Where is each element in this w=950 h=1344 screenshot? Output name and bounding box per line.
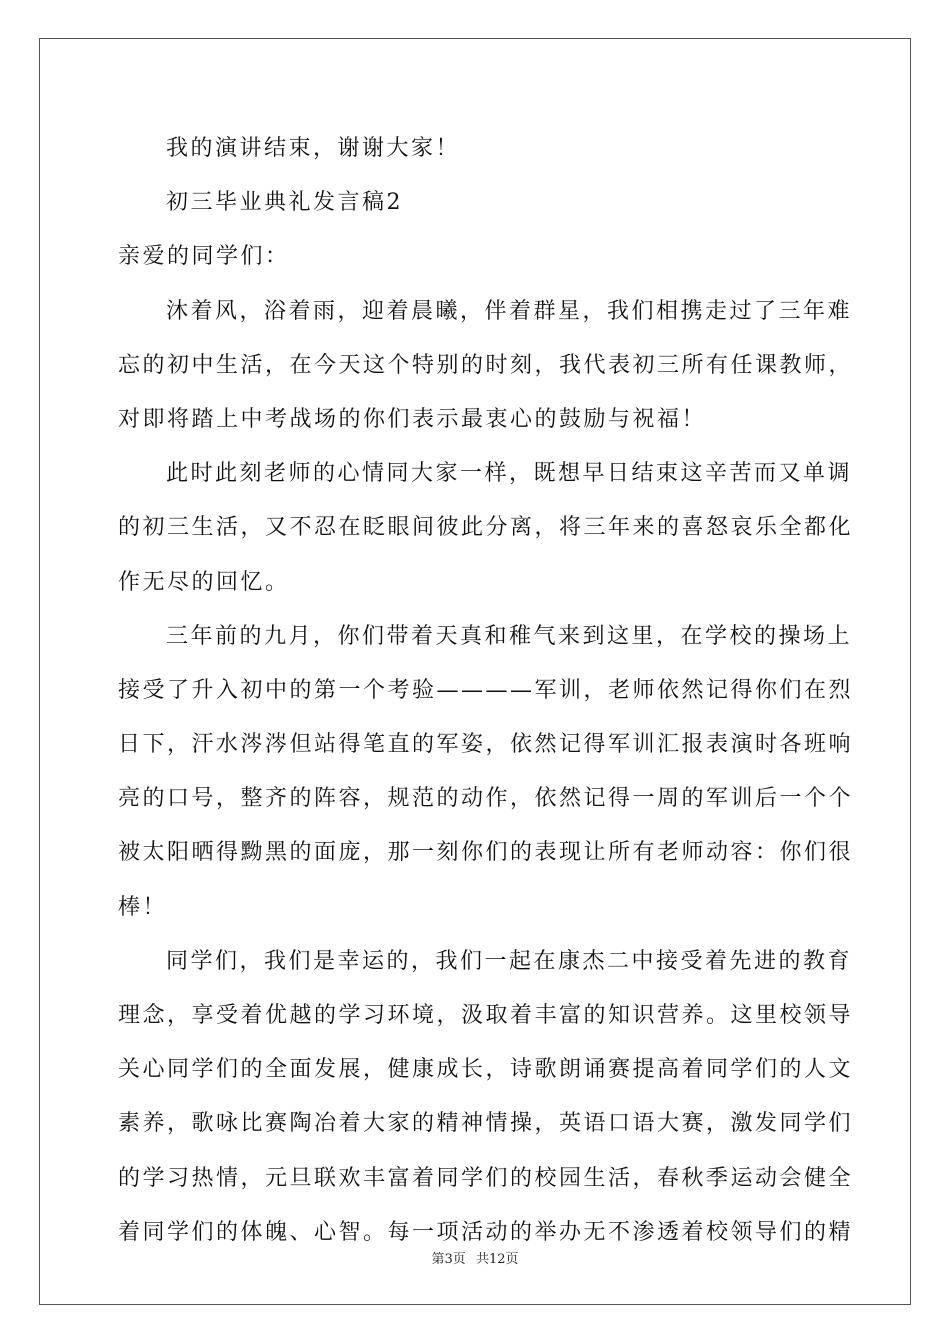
text-line: 日下，汗水涔涔但站得笔直的军姿，依然记得军训汇报表演时各班响 <box>118 732 854 758</box>
text-line: 关心同学们的全面发展，健康成长，诗歌朗诵赛提高着同学们的人文 <box>118 1057 854 1083</box>
page-total: 共12页 <box>475 1252 519 1267</box>
text-line: 初三毕业典礼发言稿2 <box>166 190 403 216</box>
text-line: 同学们，我们是幸运的，我们一起在康杰二中接受着先进的教育 <box>166 948 853 974</box>
text-line: 的学习热情，元旦联欢丰富着同学们的校园生活，春秋季运动会健全 <box>118 1165 854 1191</box>
text-line: 沐着风，浴着雨，迎着晨曦，伴着群星，我们相携走过了三年难 <box>166 298 853 324</box>
text-line: 着同学们的体魄、心智。每一项活动的举办无不渗透着校领导们的精 <box>118 1219 854 1245</box>
text-line: 三年前的九月，你们带着天真和稚气来到这里，在学校的操场上 <box>166 623 853 649</box>
page-footer <box>0 1248 950 1267</box>
text-line: 我的演讲结束，谢谢大家！ <box>166 136 461 161</box>
page-number: 第3页 <box>431 1252 466 1267</box>
text-line: 此时此刻老师的心情同大家一样，既想早日结束这辛苦而又单调 <box>166 461 853 487</box>
text-line: 接受了升入初中的第一个考验————军训，老师依然记得你们在烈 <box>118 677 854 703</box>
text-line: 的初三生活，又不忍在眨眼间彼此分离，将三年来的喜怒哀乐全都化 <box>118 515 854 541</box>
text-line: 素养，歌咏比赛陶冶着大家的精神情操，英语口语大赛，激发同学们 <box>118 1111 854 1137</box>
document-body <box>118 122 854 1260</box>
text-line: 对即将踏上中考战场的你们表示最衷心的鼓励与祝福！ <box>118 406 707 432</box>
text-line: 忘的初中生活，在今天这个特别的时刻，我代表初三所有任课教师， <box>118 352 854 378</box>
text-line: 亲爱的同学们： <box>118 244 290 270</box>
text-line: 被太阳晒得黝黑的面庞，那一刻你们的表现让所有老师动容：你们很 <box>118 840 854 866</box>
text-line: 作无尽的回忆。 <box>118 569 290 595</box>
text-line: 理念，享受着优越的学习环境，汲取着丰富的知识营养。这里校领导 <box>118 1003 854 1028</box>
text-line: 亮的口号，整齐的阵容，规范的动作，依然记得一周的军训后一个个 <box>118 786 854 812</box>
text-line: 棒！ <box>118 894 168 920</box>
